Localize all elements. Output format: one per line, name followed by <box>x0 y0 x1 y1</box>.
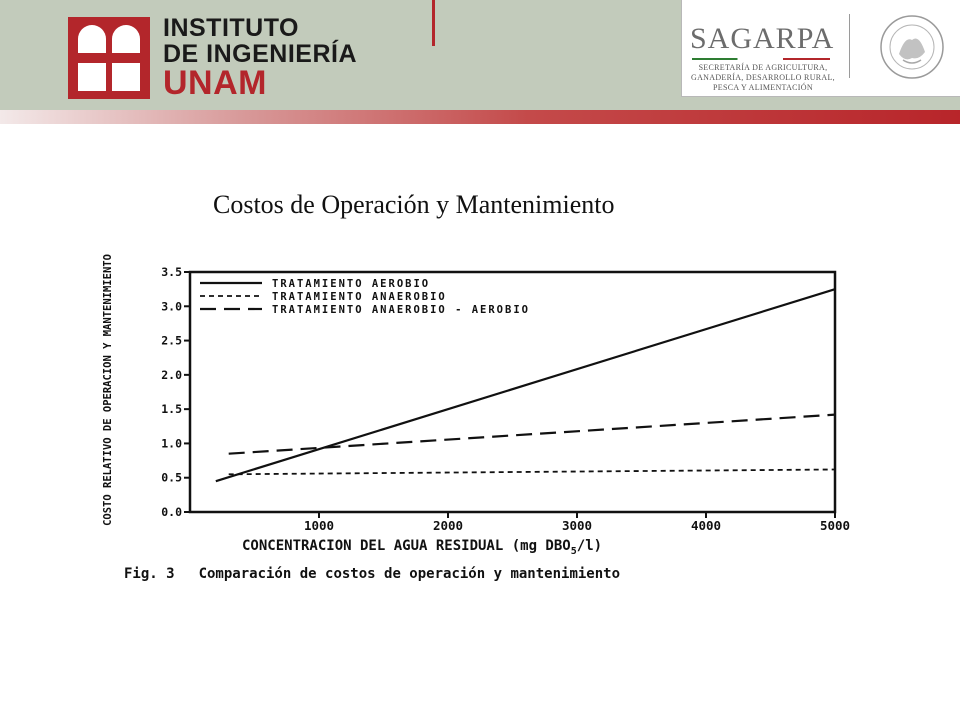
legend-label-3: TRATAMIENTO ANAEROBIO - AEROBIO <box>272 304 530 316</box>
series-line-1 <box>216 289 835 481</box>
x-tick-label: 1000 <box>303 518 335 533</box>
legend-label-1: TRATAMIENTO AEROBIO <box>272 278 431 290</box>
x-axis-label-subscript: 5 <box>570 546 577 557</box>
sagarpa-rule <box>692 58 830 60</box>
cost-chart <box>90 248 870 588</box>
unam-logo-icon <box>68 17 150 99</box>
y-tick-label: 3.0 <box>161 299 182 314</box>
series-line-2 <box>229 469 835 474</box>
y-tick-label: 1.5 <box>161 402 182 417</box>
x-tick-label: 3000 <box>561 518 593 533</box>
figure-caption-text: Comparación de costos de operación y mantenimiento <box>198 566 621 582</box>
sagarpa-name: SAGARPA <box>690 22 835 55</box>
sagarpa-subtitle-3: PESCA Y ALIMENTACIÓN <box>713 83 813 92</box>
x-axis-label-main: CONCENTRACION DEL AGUA RESIDUAL (mg DBO <box>242 538 571 554</box>
x-axis-label-suffix: /l) <box>576 538 603 554</box>
x-tick-label: 5000 <box>819 518 851 533</box>
y-tick-label: 1.0 <box>161 436 182 451</box>
figure-caption-label: Fig. 3 <box>124 566 175 582</box>
legend-label-2: TRATAMIENTO ANAEROBIO <box>272 291 447 303</box>
y-tick-label: 0.0 <box>161 505 182 519</box>
y-tick-label: 2.0 <box>161 367 182 382</box>
figure-caption <box>124 566 620 582</box>
x-axis-label <box>242 538 602 557</box>
institution-line-2: DE INGENIERÍA <box>163 40 358 68</box>
y-tick-label: 0.5 <box>161 470 182 485</box>
y-tick-label: 2.5 <box>161 333 182 348</box>
x-tick-label: 2000 <box>432 518 464 533</box>
institution-line-3: UNAM <box>163 64 267 102</box>
sagarpa-subtitle-1: SECRETARÍA DE AGRICULTURA, <box>698 63 828 72</box>
y-tick-label: 3.5 <box>161 265 182 279</box>
header-divider <box>432 0 435 46</box>
header-bar <box>0 0 960 112</box>
national-seal-icon <box>879 14 945 80</box>
sagarpa-logo <box>681 0 960 97</box>
slide-title: Costos de Operación y Mantenimiento <box>213 190 615 219</box>
sagarpa-subtitle-2: GANADERÍA, DESARROLLO RURAL, <box>691 73 835 82</box>
x-tick-label: 4000 <box>690 518 722 533</box>
sagarpa-separator <box>849 14 850 78</box>
institution-line-1: INSTITUTO <box>163 14 299 42</box>
header-stripe <box>0 110 960 124</box>
y-axis-label: COSTO RELATIVO DE OPERACION Y MANTENIMIENTO <box>102 254 114 526</box>
